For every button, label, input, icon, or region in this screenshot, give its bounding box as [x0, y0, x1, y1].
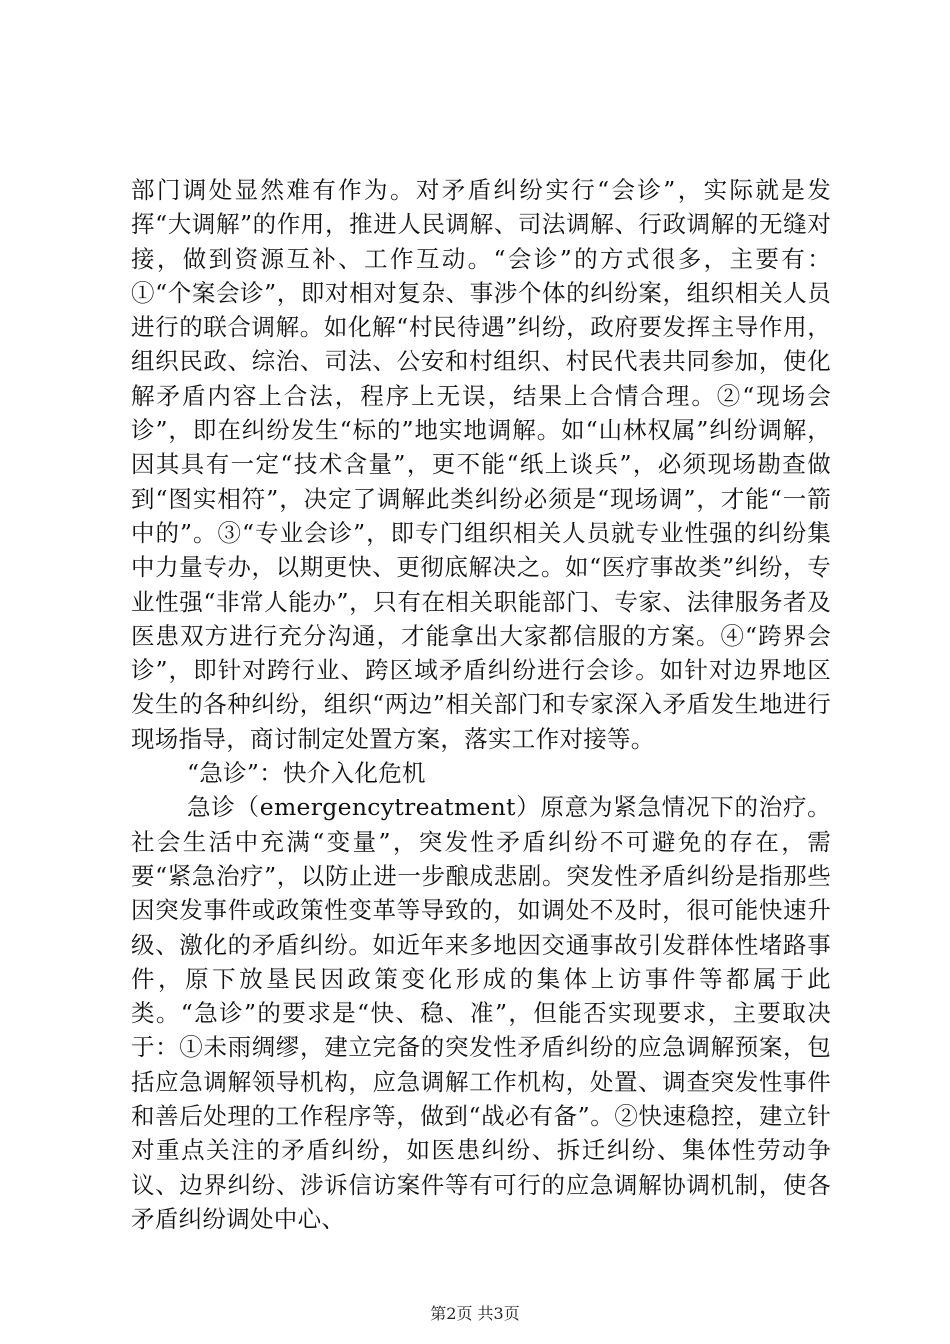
page-footer: 第2页 共3页	[430, 1304, 520, 1323]
paragraph-emergency: 急诊（emergencytreatment）原意为紧急情况下的治疗。社会生活中充满“变量”，突发性矛盾纠纷不可避免的存在，需要“紧急治疗”，以防止进一步酿成悲剧。突发性矛盾纠纷是指那些因突发事件或政策性变革等导致的，如调处不及时，很可能快速升级、激化的矛盾纠纷。如近年来多地因交通事故引发群体性堵路事件，原下放垦民因政策变化形成的集体上访事件等都属于此类。“急诊”的要求是“快、稳、准”，但能否实现要求，主要取决于：①未雨绸缪，建立完备的突发性矛盾纠纷的应急调解预案，包括应急调解领导机构，应急调解工作机构，处置、调查突发性事件和善后处理的工作程序等，做到“战必有备”。②快速稳控，建立针对重点关注的矛盾纠纷，如医患纠纷、拆迁纠纷、集体性劳动争议、边界纠纷、涉诉信访案件等有可行的应急调解协调机制，使各矛盾纠纷调处中心、	[131, 793, 831, 1233]
section-heading-emergency: “急诊”：快介入化危机	[187, 759, 426, 788]
document-body	[131, 173, 831, 1236]
paragraph-consultation: 部门调处显然难有作为。对矛盾纠纷实行“会诊”，实际就是发挥“大调解”的作用，推进人民调解、司法调解、行政调解的无缝对接，做到资源互补、工作互动。“会诊”的方式很多，主要有：①“个案会诊”，即对相对复杂、事涉个体的纠纷案，组织相关人员进行的联合调解。如化解“村民待遇”纠纷，政府要发挥主导作用，组织民政、综治、司法、公安和村组织、村民代表共同参加，使化解矛盾内容上合法，程序上无误，结果上合情合理。②“现场会诊”，即在纠纷发生“标的”地实地调解。如“山林权属”纠纷调解，因其具有一定“技术含量”，更不能“纸上谈兵”，必须现场勘查做到“图实相符”，决定了调解此类纠纷必须是“现场调”，才能“一箭中的”。③“专业会诊”，即专门组织相关人员就专业性强的纠纷集中力量专办，以期更快、更彻底解决之。如“医疗事故类”纠纷，专业性强“非常人能办”，只有在相关职能部门、专家、法律服务者及医患双方进行充分沟通，才能拿出大家都信服的方案。④“跨界会诊”，即针对跨行业、跨区域矛盾纠纷进行会诊。如针对边界地区发生的各种纠纷，组织“两边”相关部门和专家深入矛盾发生地进行现场指导，商讨制定处置方案，落实工作对接等。	[131, 176, 831, 753]
